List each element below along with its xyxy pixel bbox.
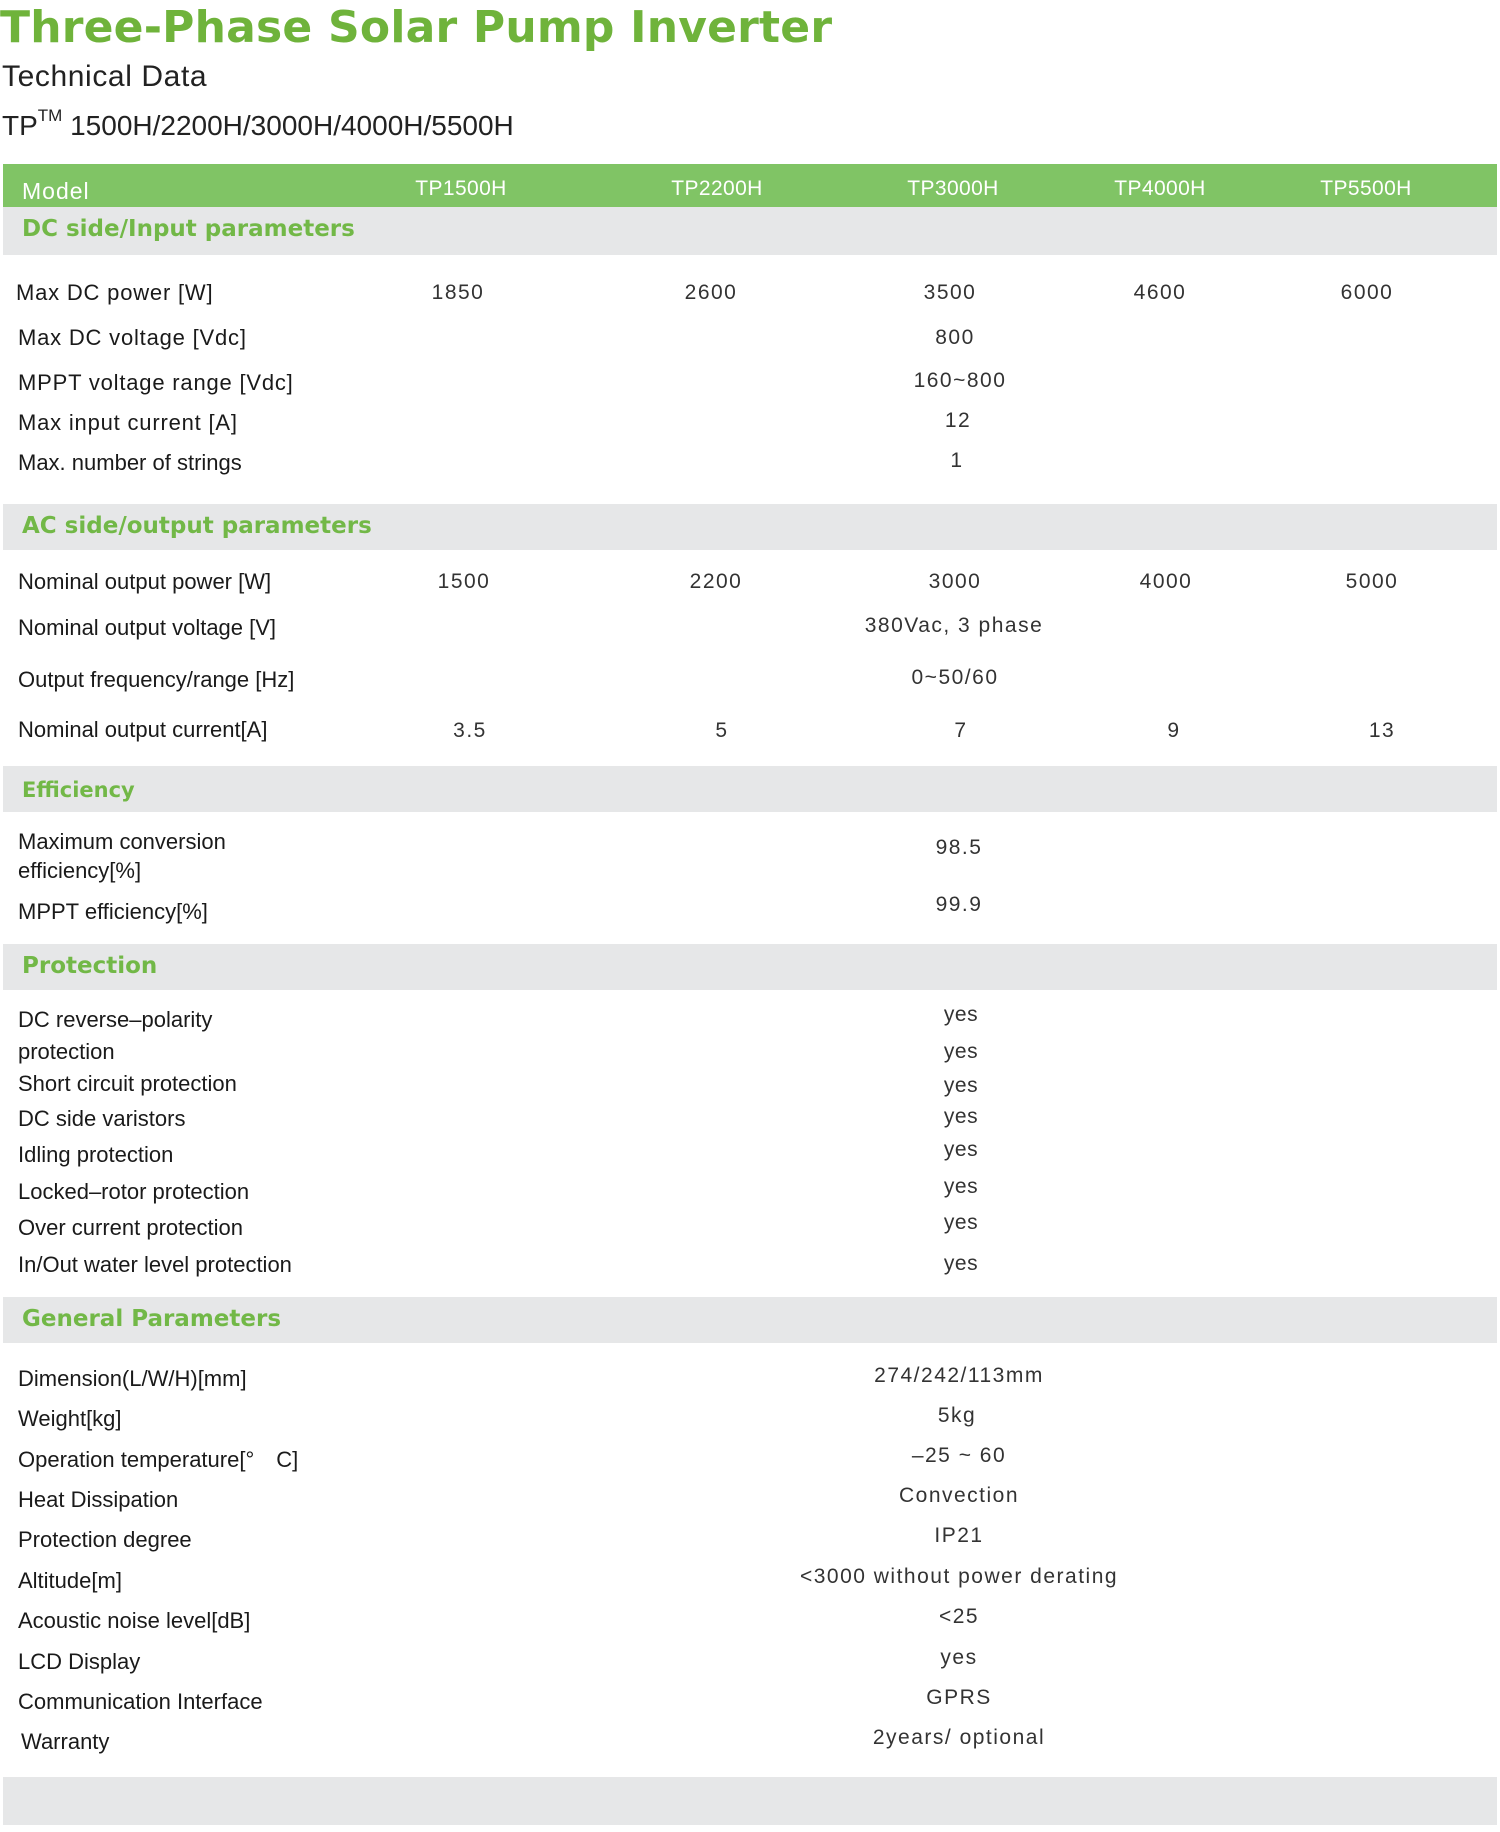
row-value: 4600	[1133, 281, 1187, 304]
row-value: yes	[940, 1646, 978, 1669]
row-value: 4000	[1139, 570, 1193, 593]
row-value: yes	[943, 1211, 979, 1234]
row-label: Nominal output power [W]	[18, 569, 272, 594]
model-column-label: Model	[22, 178, 90, 204]
row-label: Weight[kg]	[18, 1406, 122, 1431]
row-label: Nominal output current[A]	[18, 717, 268, 742]
row-label: Warranty	[21, 1729, 110, 1754]
row-label: MPPT voltage range [Vdc]	[18, 370, 294, 395]
row-value: 99.9	[935, 893, 983, 916]
row-label: In/Out water level protection	[18, 1252, 292, 1277]
row-value: –25 ~ 60	[911, 1444, 1007, 1467]
model-name: TP5500H	[1320, 177, 1412, 200]
page-title: Three-Phase Solar Pump Inverter	[0, 2, 833, 53]
footer-bar	[3, 1777, 1497, 1825]
row-value: 2600	[684, 281, 738, 304]
row-value: 1850	[431, 281, 485, 304]
section-header-general: General Parameters	[3, 1297, 1497, 1343]
row-value: 800	[935, 326, 975, 349]
row-value: 9	[1167, 719, 1181, 742]
row-label: Idling protection	[18, 1142, 174, 1167]
row-label: Nominal output voltage [V]	[18, 615, 277, 640]
row-label: DC reverse–polarity protection	[18, 1007, 213, 1064]
row-value: 380Vac, 3 phase	[864, 614, 1044, 637]
section-header-ac: AC side/output parameters	[3, 504, 1497, 550]
row-label: Operation temperature[° C]	[18, 1447, 299, 1472]
row-value: yes	[943, 1074, 979, 1097]
row-value: 3500	[923, 281, 977, 304]
row-value: 160~800	[913, 369, 1007, 392]
row-label: DC side varistors	[18, 1106, 186, 1131]
row-value: Convection	[898, 1484, 1020, 1507]
model-name: TP3000H	[907, 177, 999, 200]
row-label: Maximum conversion efficiency[%]	[18, 829, 226, 883]
row-value: 5000	[1345, 570, 1399, 593]
row-value: <25	[938, 1605, 980, 1628]
row-label: LCD Display	[18, 1649, 141, 1674]
row-value: IP21	[934, 1524, 984, 1547]
row-label: MPPT efficiency[%]	[18, 899, 208, 924]
row-label: Acoustic noise level[dB]	[18, 1608, 251, 1633]
row-value: 1	[950, 449, 964, 472]
row-value: 2200	[689, 570, 743, 593]
row-label: Max DC power [W]	[16, 280, 214, 305]
row-value: 0~50/60	[911, 666, 999, 689]
row-value: yes	[943, 1138, 979, 1161]
row-value: yes	[943, 1252, 979, 1275]
row-value: <3000 without power derating	[799, 1565, 1119, 1588]
model-name: TP1500H	[415, 177, 507, 200]
model-name: TP2200H	[671, 177, 763, 200]
subtitle: Technical Data	[2, 60, 208, 93]
row-value: 1500	[437, 570, 491, 593]
row-value: 5kg	[937, 1404, 977, 1427]
row-value: 3000	[928, 570, 982, 593]
row-value: 6000	[1340, 281, 1394, 304]
row-value: yes	[943, 1003, 979, 1026]
row-value: 98.5	[935, 836, 983, 859]
row-value: 5	[715, 719, 729, 742]
row-label: Max input current [A]	[18, 410, 238, 435]
row-label: Output frequency/range [Hz]	[18, 667, 295, 692]
row-value: GPRS	[926, 1686, 992, 1709]
row-label: Max DC voltage [Vdc]	[18, 325, 247, 350]
row-value: yes	[943, 1175, 979, 1198]
row-value: 2years/ optional	[872, 1726, 1046, 1749]
row-value: yes	[943, 1040, 979, 1063]
row-value: 13	[1368, 719, 1396, 742]
row-value: 3.5	[453, 719, 487, 742]
row-label: Dimension(L/W/H)[mm]	[18, 1366, 247, 1391]
model-line: TP™ 1500H/2200H/3000H/4000H/5500H	[2, 106, 514, 141]
row-label: Altitude[m]	[18, 1568, 122, 1593]
section-header-protection: Protection	[3, 944, 1497, 990]
row-label: Over current protection	[18, 1215, 243, 1240]
row-label: Heat Dissipation	[18, 1487, 179, 1512]
row-value: 274/242/113mm	[874, 1364, 1044, 1387]
model-name: TP4000H	[1114, 177, 1206, 200]
section-header-efficiency: Efficiency	[3, 766, 1497, 812]
section-header-dc: DC side/Input parameters	[3, 207, 1497, 255]
row-value: 12	[944, 409, 972, 432]
row-value: yes	[943, 1105, 979, 1128]
row-label: Locked–rotor protection	[18, 1179, 250, 1204]
row-label: Short circuit protection	[18, 1071, 237, 1096]
row-label: Max. number of strings	[18, 450, 242, 475]
trademark-mark: TM	[37, 106, 63, 125]
model-header-row	[3, 164, 1497, 207]
row-label: Protection degree	[18, 1527, 192, 1552]
row-label: Communication Interface	[18, 1689, 263, 1714]
row-value: 7	[954, 719, 968, 742]
